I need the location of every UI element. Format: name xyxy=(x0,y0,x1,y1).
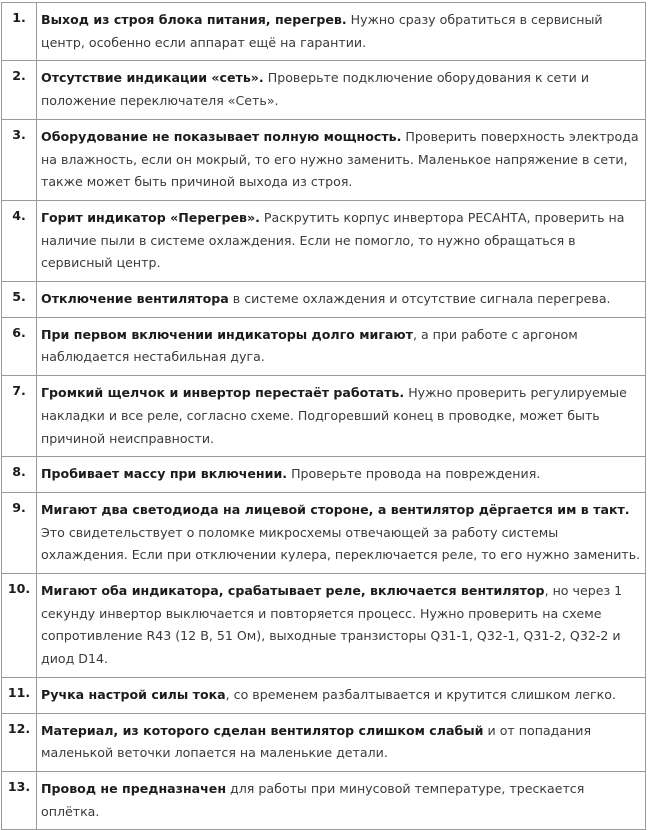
row-lead-text: Отсутствие индикации «сеть». xyxy=(41,70,264,86)
row-description xyxy=(37,574,646,678)
row-detail-text: Проверить поверхность электрода на влажность, если он мокрый, то его нужно заменить. Маленькое напряжение в сети, также может быть причиной выхода из строя. xyxy=(41,128,639,190)
row-detail-text: для работы при минусовой температуре, трескается оплётка. xyxy=(41,780,585,819)
row-number: 11. xyxy=(2,677,37,713)
row-description xyxy=(37,282,646,318)
row-description xyxy=(37,771,646,829)
row-lead-text: Ручка настрой силы тока xyxy=(41,686,226,702)
row-detail-text: Раскрутить корпус инвертора РЕСАНТА, проверить на наличие пыли в системе охлаждения. Если не помогло, то нужно обращаться в сервисный центр. xyxy=(41,209,625,271)
row-description xyxy=(37,119,646,200)
row-detail-text: Проверьте провода на повреждения. xyxy=(287,466,541,482)
table-row xyxy=(2,771,646,829)
table-row xyxy=(2,200,646,281)
row-lead-text: При первом включении индикаторы долго мигают xyxy=(41,326,413,342)
row-detail-text: , но через 1 секунду инвертор выключается и повторяется процесс. Нужно проверить на схеме сопротивление R43 (12 В, 51 Ом), выходные транзисторы Q31-1, Q32-1, Q31-2, Q32-2 и диод D14. xyxy=(41,583,623,667)
table-row xyxy=(2,119,646,200)
faults-table-body xyxy=(2,3,646,830)
row-detail-text: , а при работе с аргоном наблюдается нестабильная дуга. xyxy=(41,326,578,365)
table-row xyxy=(2,317,646,375)
row-description xyxy=(37,61,646,119)
row-description xyxy=(37,457,646,493)
row-lead-text: Пробивает массу при включении. xyxy=(41,466,288,482)
row-number: 2. xyxy=(2,61,37,119)
row-detail-text: в системе охлаждения и отсутствие сигнала перегрева. xyxy=(228,291,611,307)
row-number: 4. xyxy=(2,200,37,281)
row-description xyxy=(37,376,646,457)
row-description xyxy=(37,3,646,61)
row-detail-text: , со временем разбалтывается и крутится слишком легко. xyxy=(225,686,616,702)
row-lead-text: Выход из строя блока питания, перегрев. xyxy=(41,12,347,27)
row-number: 5. xyxy=(2,282,37,318)
table-row xyxy=(2,677,646,713)
row-lead-text: Материал, из которого сделан вентилятор слишком слабый xyxy=(41,722,484,738)
row-lead-text: Мигают два светодиода на лицевой стороне, а вентилятор дёргается им в такт. xyxy=(41,501,630,517)
row-number: 7. xyxy=(2,376,37,457)
row-lead-text: Провод не предназначен xyxy=(41,780,227,796)
row-lead-text: Громкий щелчок и инвертор перестаёт работать. xyxy=(41,385,405,401)
row-number: 1. xyxy=(2,3,37,61)
row-detail-text: Это свидетельствует о поломке микросхемы отвечающей за работу системы охлаждения. Если при отключении кулера, переключается реле, то его нужно заменить. xyxy=(41,524,641,563)
table-row xyxy=(2,376,646,457)
row-number: 10. xyxy=(2,574,37,678)
row-description xyxy=(37,713,646,771)
row-number: 3. xyxy=(2,119,37,200)
table-row xyxy=(2,713,646,771)
row-lead-text: Оборудование не показывает полную мощность. xyxy=(41,128,402,144)
row-detail-text: Проверьте подключение оборудования к сети и положение переключателя «Сеть». xyxy=(41,70,590,109)
row-lead-text: Мигают оба индикатора, срабатывает реле, включается вентилятор xyxy=(41,583,545,599)
row-number: 9. xyxy=(2,492,37,573)
table-row xyxy=(2,492,646,573)
row-description xyxy=(37,677,646,713)
row-description xyxy=(37,200,646,281)
table-row xyxy=(2,61,646,119)
table-row xyxy=(2,457,646,493)
row-detail-text: Нужно сразу обратиться в сервисный центр, особенно если аппарат ещё на гарантии. xyxy=(41,12,603,50)
faults-table xyxy=(1,2,646,830)
row-number: 12. xyxy=(2,713,37,771)
row-number: 8. xyxy=(2,457,37,493)
table-row xyxy=(2,3,646,61)
row-lead-text: Горит индикатор «Перегрев». xyxy=(41,209,260,225)
table-row xyxy=(2,282,646,318)
row-lead-text: Отключение вентилятора xyxy=(41,291,229,307)
row-description xyxy=(37,492,646,573)
row-description xyxy=(37,317,646,375)
table-row xyxy=(2,574,646,678)
row-number: 13. xyxy=(2,771,37,829)
row-detail-text: Нужно проверить регулируемые накладки и все реле, согласно схеме. Подгоревший конец в проводке, может быть причиной неисправности. xyxy=(41,385,627,446)
row-number: 6. xyxy=(2,317,37,375)
row-detail-text: и от попадания маленькой веточки лопается на маленькие детали. xyxy=(41,722,592,761)
